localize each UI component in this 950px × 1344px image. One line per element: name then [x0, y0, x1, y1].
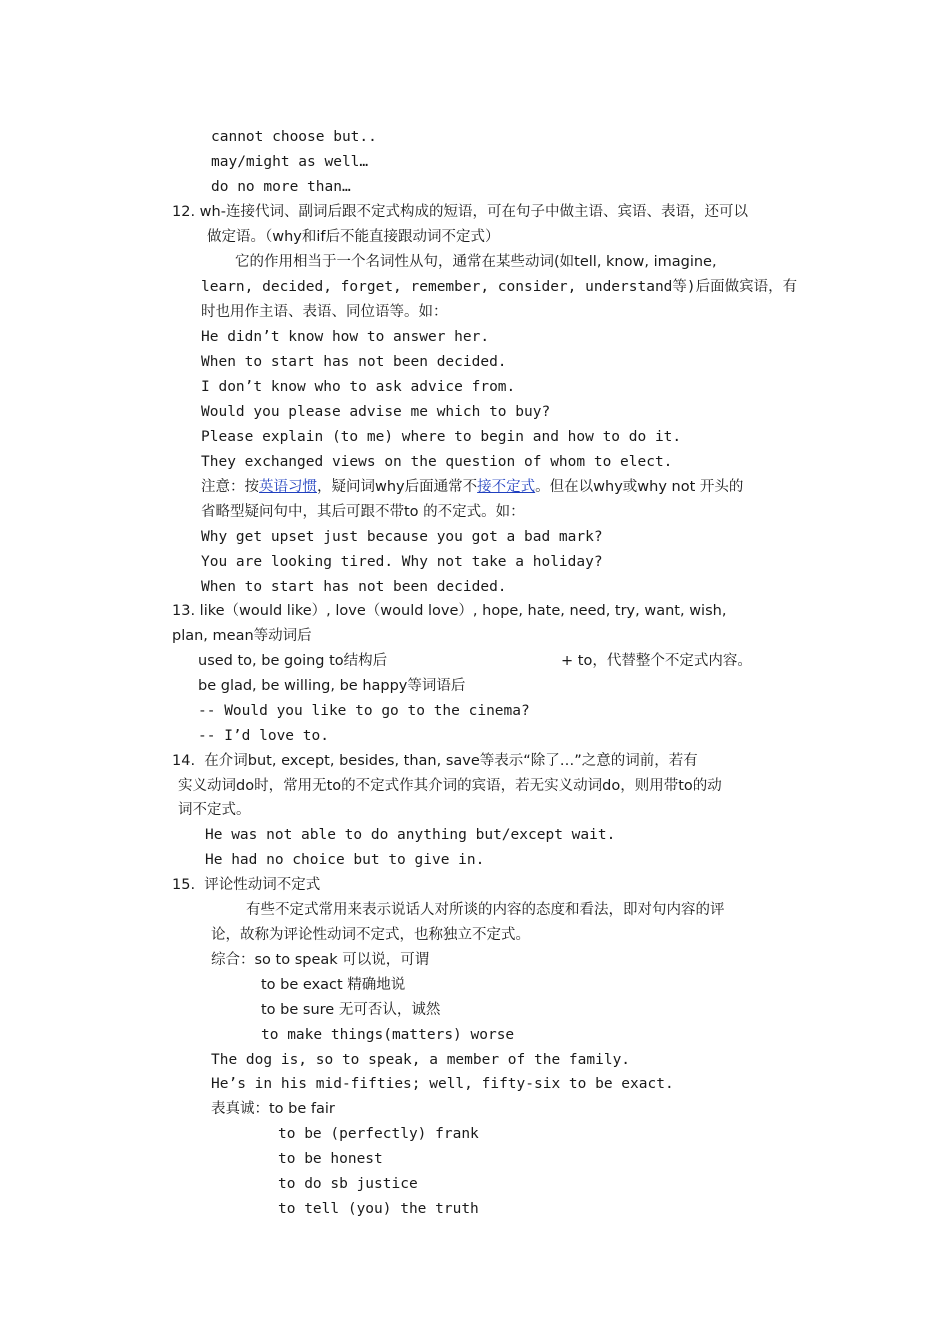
section-heading-15: 15. 评论性动词不定式	[172, 877, 321, 893]
example-sentence: -- Would you like to go to the cinema?	[198, 703, 530, 719]
text-line: to be sure 无可否认，诚然	[261, 1002, 441, 1018]
example-sentence: The dog is, so to speak, a member of the family.	[211, 1052, 631, 1068]
text-line: plan, mean等动词后	[172, 628, 312, 644]
example-sentence: When to start has not been decided.	[201, 354, 507, 370]
text-line: 时也用作主语、表语、同位语等。如：	[201, 304, 448, 320]
text-line: to be honest	[278, 1151, 383, 1167]
text-line: 它的作用相当于一个名词性从句，通常在某些动词(如tell, know, imagine,	[235, 254, 717, 270]
text-line: to tell (you) the truth	[278, 1201, 479, 1217]
link-english-habit[interactable]: 英语习惯	[259, 479, 317, 495]
text-line: be glad, be willing, be happy等词语后	[198, 678, 466, 694]
note-text: 。但在以why或why not 开头的	[535, 479, 744, 495]
text-line: 论，故称为评论性动词不定式，也称独立不定式。	[211, 927, 530, 943]
example-sentence: They exchanged views on the question of whom to elect.	[201, 454, 673, 470]
example-sentence: Would you please advise me which to buy?	[201, 404, 551, 420]
text-line: 表真诚：to be fair	[211, 1101, 335, 1117]
example-sentence: You are looking tired. Why not take a holiday?	[201, 554, 603, 570]
text-line: do no more than…	[211, 179, 351, 195]
text-line: 实义动词do时，常用无to的不定式作其介词的宾语，若无实义动词do，则用带to的动	[178, 778, 722, 794]
text-line: to be exact 精确地说	[261, 977, 406, 993]
text-line: + to，代替整个不定式内容。	[561, 653, 752, 669]
example-sentence: Why get upset just because you got a bad mark?	[201, 529, 603, 545]
note-line	[201, 477, 743, 497]
example-sentence: He’s in his mid-fifties; well, fifty-six to be exact.	[211, 1076, 674, 1092]
text-line: cannot choose but..	[211, 129, 377, 145]
example-sentence: When to start has not been decided.	[201, 579, 507, 595]
text-line: 做定语。（why和if后不能直接跟动词不定式）	[207, 229, 500, 245]
text-line: to do sb justice	[278, 1176, 418, 1192]
example-sentence: He was not able to do anything but/except wait.	[205, 827, 616, 843]
note-text: 注意：按	[201, 479, 259, 495]
example-sentence: He didn’t know how to answer her.	[201, 329, 490, 345]
text-line: to make things(matters) worse	[261, 1027, 515, 1043]
text-line: 省略型疑问句中，其后可跟不带to 的不定式。如：	[201, 504, 525, 520]
link-infinitive[interactable]: 接不定式	[477, 479, 536, 495]
example-sentence: I don’t know who to ask advice from.	[201, 379, 516, 395]
example-sentence: Please explain (to me) where to begin and how to do it.	[201, 429, 682, 445]
note-text: ，疑问词why后面通常不	[317, 479, 478, 495]
section-heading-12: 12. wh-连接代词、副词后跟不定式构成的短语，可在句子中做主语、宾语、表语，还可以	[172, 204, 748, 220]
text-line: 词不定式。	[178, 802, 251, 818]
text-line: to be (perfectly) frank	[278, 1126, 479, 1142]
text-line: used to, be going to结构后	[198, 653, 388, 669]
text-line: may/might as well…	[211, 154, 369, 170]
text-line: learn, decided, forget, remember, consider, understand等)后面做宾语，有	[201, 279, 798, 295]
text-line: 综合：so to speak 可以说，可谓	[211, 952, 430, 968]
section-heading-14: 14. 在介词but, except, besides, than, save等表示“除了…”之意的词前，若有	[172, 753, 698, 769]
section-heading-13: 13. like（would like）, love（would love）, hope, hate, need, try, want, wish,	[172, 603, 727, 619]
text-line: 有些不定式常用来表示说话人对所谈的内容的态度和看法，即对句内容的评	[246, 902, 725, 918]
example-sentence: He had no choice but to give in.	[205, 852, 485, 868]
example-sentence: -- I’d love to.	[198, 728, 329, 744]
